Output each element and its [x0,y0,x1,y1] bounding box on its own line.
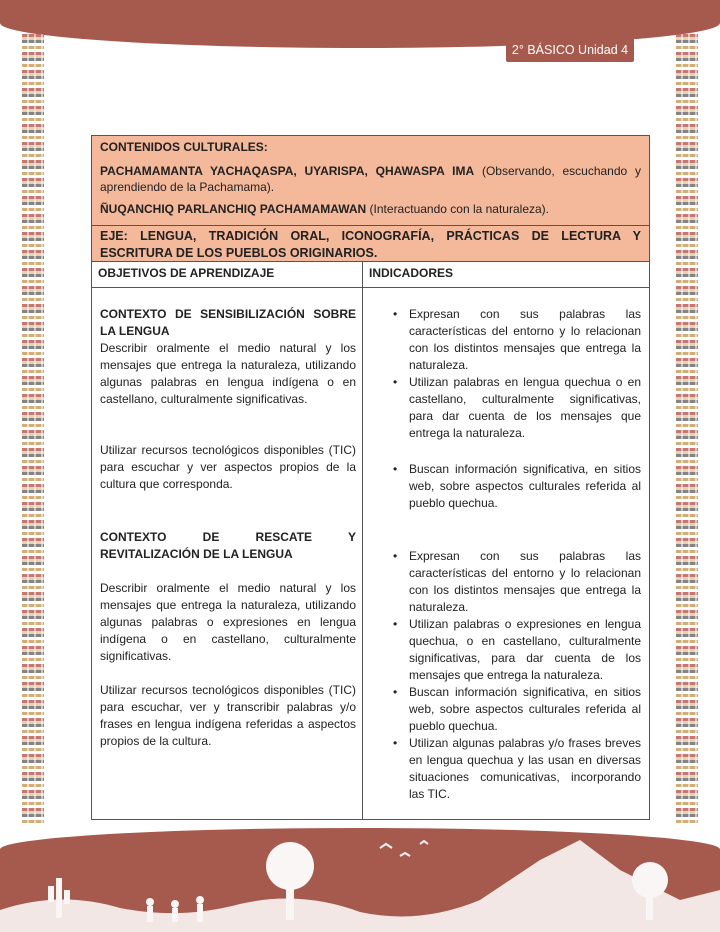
curriculum-table [91,135,650,820]
cultural-content-2: ÑUQANCHIQ PARLANCHIQ PACHAMAMAWAN (Interactuando con la naturaleza). [100,202,549,216]
indicators-column [363,288,649,819]
table-body [92,288,649,819]
indicator-group-1 [371,306,641,442]
indicator-group-2 [371,461,641,512]
list-item: • Utilizan palabras o expresiones en lengua quechua, o en castellano, culturalmente significativas, para dar cuenta de los mensajes que entrega la naturaleza. [371,616,641,684]
unit-badge: 2° BÁSICO Unidad 4 [506,38,634,62]
cultural-contents-header [92,136,649,226]
list-item: • Expresan con sus palabras las características del entorno y lo relacionan con los distintos mensajes que entrega la naturaleza. [371,548,641,616]
list-item: • Expresan con sus palabras las características del entorno y lo relacionan con los distintos mensajes que entrega la naturaleza. [371,306,641,374]
context-2-title: CONTEXTO DE RESCATE Y REVITALIZACIÓN DE LA LENGUA [100,530,356,561]
right-woven-border [676,34,698,824]
context-1-objective-1: Describir oralmente el medio natural y los mensajes que entrega la naturaleza, utilizando algunas palabras en lengua indígena o en castellano, culturalmente significativas. [100,341,356,406]
context-1-title: CONTEXTO DE SENSIBILIZACIÓN SOBRE LA LENGUA [100,307,356,338]
cultural-contents-label: CONTENIDOS CULTURALES: [100,140,268,154]
list-item: • Buscan información significativa, en sitios web, sobre aspectos culturales referida al pueblo quechua. [371,684,641,735]
context-2-objective-1: Describir oralmente el medio natural y los mensajes que entrega la naturaleza, utilizando algunas palabras o expresiones en lengua indígena o en castellano, culturalmente significativas. [100,581,356,663]
list-item: • Utilizan algunas palabras y/o frases breves en lengua quechua y las usan en diversas situaciones comunicativas, incorporando las TIC. [371,735,641,803]
indicator-group-3 [371,548,641,803]
objectives-column [92,288,363,819]
indicators-column-header: INDICADORES [369,266,454,280]
left-woven-border [22,34,44,824]
column-headers [92,262,649,288]
objectives-column-header: OBJETIVOS DE APRENDIZAJE [92,262,363,287]
cultural-content-1: PACHAMAMANTA YACHAQASPA, UYARISPA, QHAWASPA IMA (Observando, escuchando y aprendiendo de la Pachamama). [100,164,642,194]
context-1-objective-2: Utilizar recursos tecnológicos disponibles (TIC) para escuchar y ver aspectos propios de la cultura que corresponda. [100,443,356,491]
list-item: • Utilizan palabras en lengua quechua o en castellano, culturalmente significativas, para dar cuenta de los mensajes que entrega la naturaleza. [371,374,641,442]
eje-heading: EJE: LENGUA, TRADICIÓN ORAL, ICONOGRAFÍA, PRÁCTICAS DE LECTURA Y ESCRITURA DE LOS PUEBLOS ORIGINARIOS. [92,226,649,262]
list-item: • Buscan información significativa, en sitios web, sobre aspectos culturales referida al pueblo quechua. [371,461,641,512]
context-2-objective-2: Utilizar recursos tecnológicos disponibles (TIC) para escuchar, ver y transcribir palabras y/o frases en lengua indígena referidas a aspectos propios de la cultura. [100,683,356,748]
andean-landscape-illustration [0,820,720,932]
